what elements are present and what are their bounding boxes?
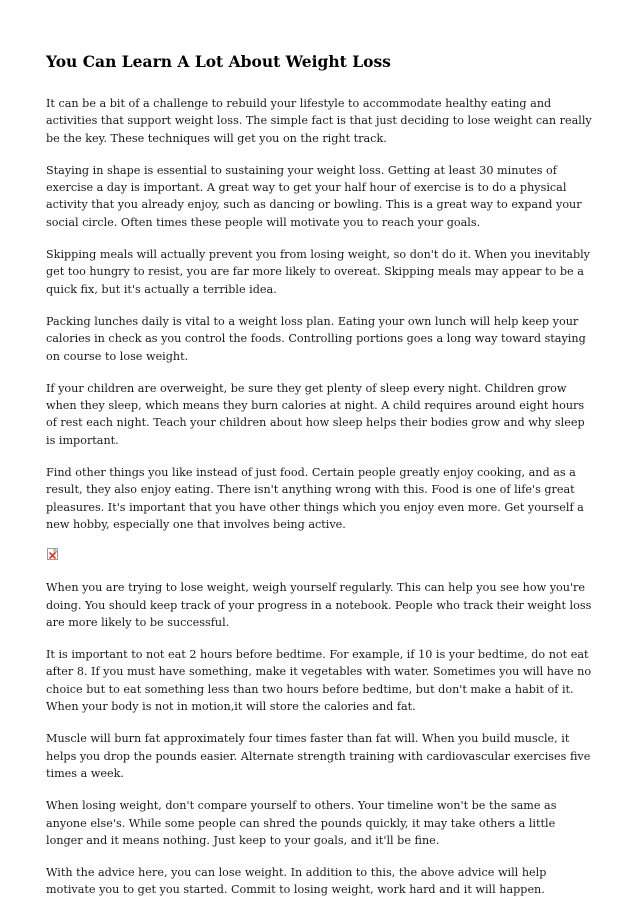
paragraph-1: It can be a bit of a challenge to rebuild your lifestyle to accommodate healthy eating and activities that support weight loss. The simple fact is that just deciding to lose weight can really be the key. These techniques will get you on the right track. bbox=[46, 97, 592, 145]
paragraph-10: When losing weight, don't compare yourself to others. Your timeline won't be the same as anyone else's. While some people can shred the pounds quickly, it may take others a little longer and it means nothing. Just keep to your goals, and it'll be fine. bbox=[46, 799, 557, 847]
paragraph-6: Find other things you like instead of just food. Certain people greatly enjoy cooking, and as a result, they also enjoy eating. There isn't anything wrong with this. Food is one of life's great pleasures. It's important that you have other things which you enjoy even more. Get yourself a new hobby, especially one that involves being active. bbox=[46, 466, 584, 531]
paragraph-4: Packing lunches daily is vital to a weight loss plan. Eating your own lunch will help keep your calories in check as you control the foods. Controlling portions goes a long way toward staying on course to lose weight. bbox=[46, 314, 586, 363]
document-body bbox=[46, 95, 592, 899]
broken-image-icon bbox=[47, 548, 59, 561]
paragraph-7: When you are trying to lose weight, weigh yourself regularly. This can help you see how you're doing. You should keep track of your progress in a notebook. People who track their weight loss are more likely to be successful. bbox=[46, 581, 592, 629]
document-page bbox=[46, 0, 592, 914]
document-title: You Can Learn A Lot About Weight Loss bbox=[46, 52, 391, 71]
paragraph-3: Skipping meals will actually prevent you from losing weight, so don't do it. When you inevitably get too hungry to resist, you are far more likely to overeat. Skipping meals may appear to be a quick fix, but it's actually a terrible idea. bbox=[46, 248, 590, 296]
paragraph-8: It is important to not eat 2 hours before bedtime. For example, if 10 is your bedtime, do not eat after 8. If you must have something, make it vegetables with water. Sometimes you will have no choice but to eat something less than two hours before bedtime, but don't make a habit of it. When your body is not in motion,it will store the calories and fat. bbox=[46, 648, 592, 714]
paragraph-2: Staying in shape is essential to sustaining your weight loss. Getting at least 30 minutes of exercise a day is important. A great way to get your half hour of exercise is to do a physical activity that you already enjoy, such as dancing or bowling. This is a great way to expand your social circle. Often times these people will motivate you to reach your goals. bbox=[46, 163, 582, 229]
paragraph-5: If your children are overweight, be sure they get plenty of sleep every night. Children grow when they sleep, which means they burn calories at night. A child requires around eight hours of rest each night. Teach your children about how sleep helps their bodies grow and why sleep is important. bbox=[46, 381, 585, 447]
paragraph-11: With the advice here, you can lose weight. In addition to this, the above advice will help motivate you to get you started. Commit to losing weight, work hard and it will happen. bbox=[46, 866, 547, 897]
paragraph-9: Muscle will burn fat approximately four times faster than fat will. When you build muscle, it helps you drop the pounds easier. Alternate strength training with cardiovascular exercises five times a week. bbox=[46, 732, 591, 780]
